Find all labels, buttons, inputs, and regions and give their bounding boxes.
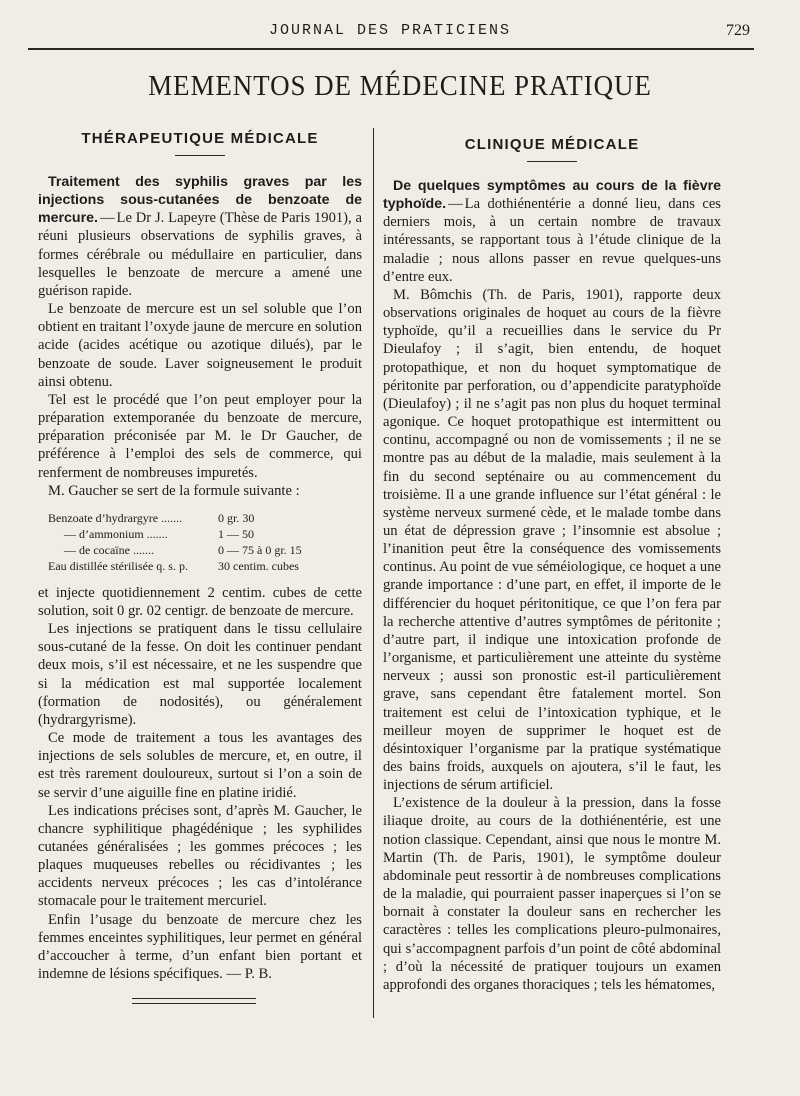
right-column [383,128,721,994]
formula-row [48,542,344,558]
journal-name: JOURNAL DES PRATICIENS [268,22,512,39]
left-column [38,128,362,983]
running-head [30,20,750,44]
formula-dose: 0 gr. 30 [218,510,255,525]
right-article-title: De quelques symptômes au cours de la fièvre typhoïde. [383,178,721,213]
left-column-heading: THÉRAPEUTIQUE MÉDICALE [81,130,319,147]
right-heading-rule [527,161,577,162]
left-article-title: Traitement des syphilis graves par les injections sous-cutanées de benzoate de mercure. [38,174,362,227]
left-paragraph-4: M. Gaucher se sert de la formule suivante : [48,482,300,499]
formula-row [48,558,344,574]
right-paragraph-1: La dothiénentérie a donné lieu, dans ces derniers mois, à un certain nombre de travaux intéressants, se rapportant tous à l’étude clinique de la maladie ; nous allons passer en revue quelques-uns d’entre eux. [383,196,721,285]
section-title: MEMENTOS DE MÉDECINE PRATIQUE [148,70,652,102]
formula-dose: 1 — 50 [218,526,254,541]
page-number: 729 [726,22,750,39]
right-paragraph-2: M. Bômchis (Th. de Paris, 1901), rapporte deux observations originales de hoquet au cours de la fièvre typhoïde, qu’il a recueillies dans le service du Pr Dieulafoy ; il s’agit, bien entendu, de hoquet protopathique, et non du hoquet symptomatique de péritonite par perforation, ou d’appendicite paratyphoïde (Dieulafoy) ; il ne s’agit pas non plus du hoquet terminal agonique. Ce hoquet protopathique est intermittent ou continu, accompagné ou non de vomissements ; il ne se montre pas au début de la maladie, mais seulement à la fin du second septénaire ou au commencement du troisième. Il a une grande influence sur l’état général : le système nerveux surmené cède, et le malade tombe dans un état de dépression grave ; l’insomnie est absolue ; l’inanition peut être la conséquence des vomissements continus. Au point de vue séméiologique, ce hoquet a une grande importance : d’une part, en effet, il importe de le différencier du hoquet péritonitique, ce que l’on fera par la recherche attentive d’autres symptômes de péritonite ; d’autre part, il indique une intoxication profonde de l’organisme, et particulièrement une atteinte du système nerveux ; aussi son pronostic est-il particulièrement grave, sans cependant être fatalement mortel. Son traitement est celui de l’intoxication typhique, et le meilleur moyen de supprimer le hoquet est de désintoxiquer l’organisme par la pratique systématique des bains froids, auxquels on ajoutera, s’il le faut, les injections de sérum artificiel. [383,286,721,794]
article-end-rule [132,998,256,1004]
left-paragraph-8: Les indications précises sont, d’après M. Gaucher, le chancre syphilitique phagédénique ; les syphilides cutanées généralisées ; les gommes précoces ; les plaques muqueuses rebelles ou récidivantes ; les accidents nerveux précoces ; les cas d’intolérance stomacale pour le traitement mercuriel. [38,802,362,910]
formula-dose: 0 — 75 à 0 gr. 15 [218,542,302,557]
formula-dose: 30 centim. cubes [218,558,299,573]
right-paragraph-3: L’existence de la douleur à la pression, dans la fosse iliaque droite, au cours de la dothiénentérie, est une notion classique. Cependant, ainsi que nous le montre M. Martin (Th. de Paris, 1901), le symptôme douleur abdominale peut ressortir à de nombreuses complications de la maladie, qui pourraient passer inaperçues si l’on se bornait à constater la douleur sans en rechercher les caractères : telles les complications pleuro-pulmonaires, qui s’accompagnent parfois d’un point de côté abdominal ; d’où la nécessité de pratiquer toujours un examen approfondi des organes thoraciques ; tels les hématomes, [383,795,721,993]
left-paragraph-6: Les injections se pratiquent dans le tissu cellulaire sous-cutané de la fesse. On doit les continuer pendant deux mois, s’il est nécessaire, et ne les suspendre que si la médication est mal supportée localement (formation de nodosités), ou généralement (hydrargyrisme). [38,621,362,728]
left-paragraph-1: Le Dr J. Lapeyre (Thèse de Paris 1901), a réuni plusieurs observations de syphilis graves, à formes cérébrale ou médullaire en particulier, dans lesquelles le benzoate de mercure a amené une guérison rapide. [38,210,362,299]
formula-row [48,526,344,542]
formula-table [48,510,344,574]
right-column-heading: CLINIQUE MÉDICALE [464,136,640,153]
formula-item: — de cocaïne ....... [48,542,218,558]
column-divider [373,128,374,1018]
formula-item: Benzoate d’hydrargyre ....... [48,510,218,526]
left-title-dash: — [99,210,115,227]
left-paragraph-3: Tel est le procédé que l’on peut employer pour la préparation extemporanée du benzoate de mercure, préparation préconisée par M. le Dr Gaucher, de préférence à l’emploi des sels de commerce, qui renferment de nombreuses impuretés. [38,391,362,481]
left-paragraph-2: Le benzoate de mercure est un sel soluble que l’on obtient en traitant l’oxyde jaune de mercure en solution acide (acides acétique ou azotique dilués), par le benzoate de soude. Laver soigneusement le produit ainsi obtenu. [38,301,362,390]
left-paragraph-7: Ce mode de traitement a tous les avantages des injections de sels solubles de mercure, et, en outre, il est très rarement douloureux, surtout si l’on a soin de se servir d’une aiguille fine en platine iridié. [38,730,362,801]
left-heading-rule [175,155,225,156]
left-paragraph-9: Enfin l’usage du benzoate de mercure chez les femmes enceintes syphilitiques, leur permet en général d’accoucher à terme, d’un enfant bien portant et indemne de lésions spécifiques. — P. B. [38,911,362,983]
left-article-intro [38,173,362,300]
formula-item: Eau distillée stérilisée q. s. p. [48,558,188,573]
formula-row [48,510,344,526]
right-article-intro [383,177,721,286]
header-rule [28,48,754,50]
right-title-dash: — [448,196,463,213]
left-paragraph-5: et injecte quotidiennement 2 centim. cubes de cette solution, soit 0 gr. 02 centigr. de benzoate de mercure. [38,584,362,619]
formula-item: — d’ammonium ....... [48,526,218,542]
